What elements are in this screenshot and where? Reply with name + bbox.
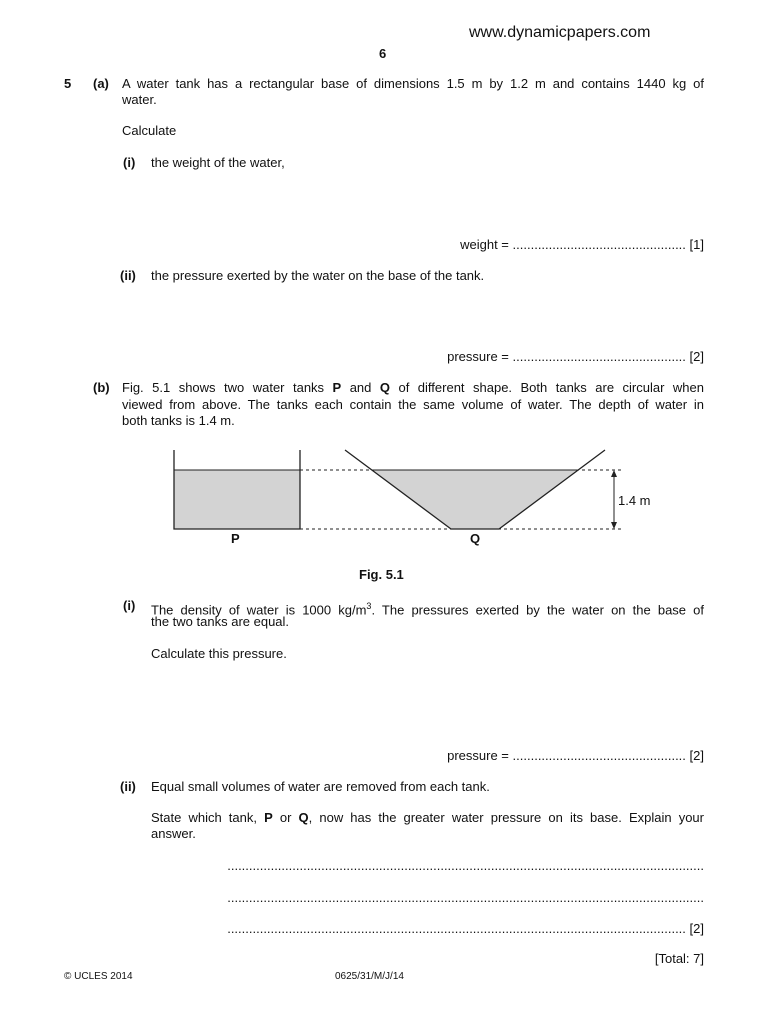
weight-answer-dots[interactable]: ................................................: [512, 237, 686, 252]
explanation-answer-line-1[interactable]: ....................................................................................................................................: [227, 858, 704, 873]
explanation-answer-dots-3[interactable]: ...............................................................................................................................: [227, 921, 686, 936]
part-b-text-line1: [122, 380, 704, 396]
part-b-ii-label: (ii): [120, 779, 136, 794]
part-b-i-calculate: Calculate this pressure.: [151, 646, 287, 661]
pressure-a-answer-label: pressure =: [447, 349, 509, 364]
depth-arrow-head-top: [611, 470, 617, 477]
explanation-answer-line-2[interactable]: ....................................................................................................................................: [227, 890, 704, 905]
pressure-a-answer-line[interactable]: [447, 349, 704, 365]
part-a-text-line1: A water tank has a rectangular base of dimensions 1.5 m by 1.2 m and contains 1440 kg of: [122, 76, 704, 91]
state-or: or: [272, 810, 299, 825]
state-post: , now has the greater water pressure on its base. Explain your: [308, 810, 704, 825]
weight-answer-label: weight =: [460, 237, 509, 252]
state-tank-p: P: [264, 810, 273, 825]
state-tank-q: Q: [298, 810, 309, 825]
paper-code: 0625/31/M/J/14: [335, 971, 404, 982]
part-a-label: (a): [93, 76, 109, 91]
part-a-i-text: the weight of the water,: [151, 155, 285, 170]
question-number: 5: [64, 76, 72, 91]
density-text-pre: The density of water is 1000 kg/m: [151, 602, 367, 618]
density-superscript: 3: [366, 601, 372, 611]
part-b-ii-state-line2: answer.: [151, 826, 196, 841]
pressure-b-answer-dots[interactable]: ................................................: [512, 748, 686, 763]
part-a-ii-label: (ii): [120, 268, 136, 283]
page-number: 6: [379, 46, 387, 61]
weight-answer-line[interactable]: [460, 237, 704, 253]
pressure-b-answer-label: pressure =: [447, 748, 509, 763]
tank-q-water: [373, 470, 577, 529]
part-b-text-1c: of different shape. Both tanks are circular when: [390, 380, 704, 395]
part-b-ii-state-line1: [151, 810, 704, 826]
part-a-calculate: Calculate: [122, 123, 177, 138]
tank-p-ref: P: [332, 380, 342, 395]
fig-5-1-diagram: [0, 440, 768, 550]
tank-p-label: P: [231, 531, 240, 546]
state-pre: State which tank,: [151, 810, 265, 825]
website-url: www.dynamicpapers.com: [469, 24, 651, 41]
part-a-text-line2: water.: [122, 92, 157, 107]
pressure-b-answer-line[interactable]: [447, 748, 704, 764]
figure-caption: Fig. 5.1: [359, 567, 404, 582]
density-text-post: . The pressures exerted by the water on the base of: [371, 602, 704, 618]
tank-p-water: [174, 470, 300, 529]
explanation-marks: [2]: [689, 921, 704, 936]
part-b-i-line2: the two tanks are equal.: [151, 614, 290, 629]
part-b-text-1a: Fig. 5.1 shows two water tanks: [122, 380, 333, 395]
part-b-text-line2: viewed from above. The tanks each contain the same volume of water. The depth of water in: [122, 397, 704, 412]
depth-arrow-head-bottom: [611, 522, 617, 529]
tank-q-ref: Q: [379, 380, 390, 395]
pressure-a-marks: [2]: [689, 349, 704, 364]
part-b-text-1b: and: [341, 380, 380, 395]
part-b-text-line3: both tanks is 1.4 m.: [122, 413, 235, 428]
pressure-b-marks: [2]: [689, 748, 704, 763]
part-b-ii-text: Equal small volumes of water are removed from each tank.: [151, 779, 490, 794]
part-a-ii-text: the pressure exerted by the water on the base of the tank.: [151, 268, 485, 283]
part-a-i-label: (i): [123, 155, 136, 170]
explanation-answer-line-3[interactable]: [151, 921, 704, 937]
tank-q-label: Q: [470, 531, 481, 546]
part-b-i-label: (i): [123, 598, 136, 613]
total-marks: [Total: 7]: [654, 951, 704, 966]
part-b-label: (b): [93, 380, 110, 395]
pressure-a-answer-dots[interactable]: ................................................: [512, 349, 686, 364]
copyright: © UCLES 2014: [64, 971, 133, 982]
weight-marks: [1]: [689, 237, 704, 252]
depth-label: 1.4 m: [618, 493, 651, 508]
